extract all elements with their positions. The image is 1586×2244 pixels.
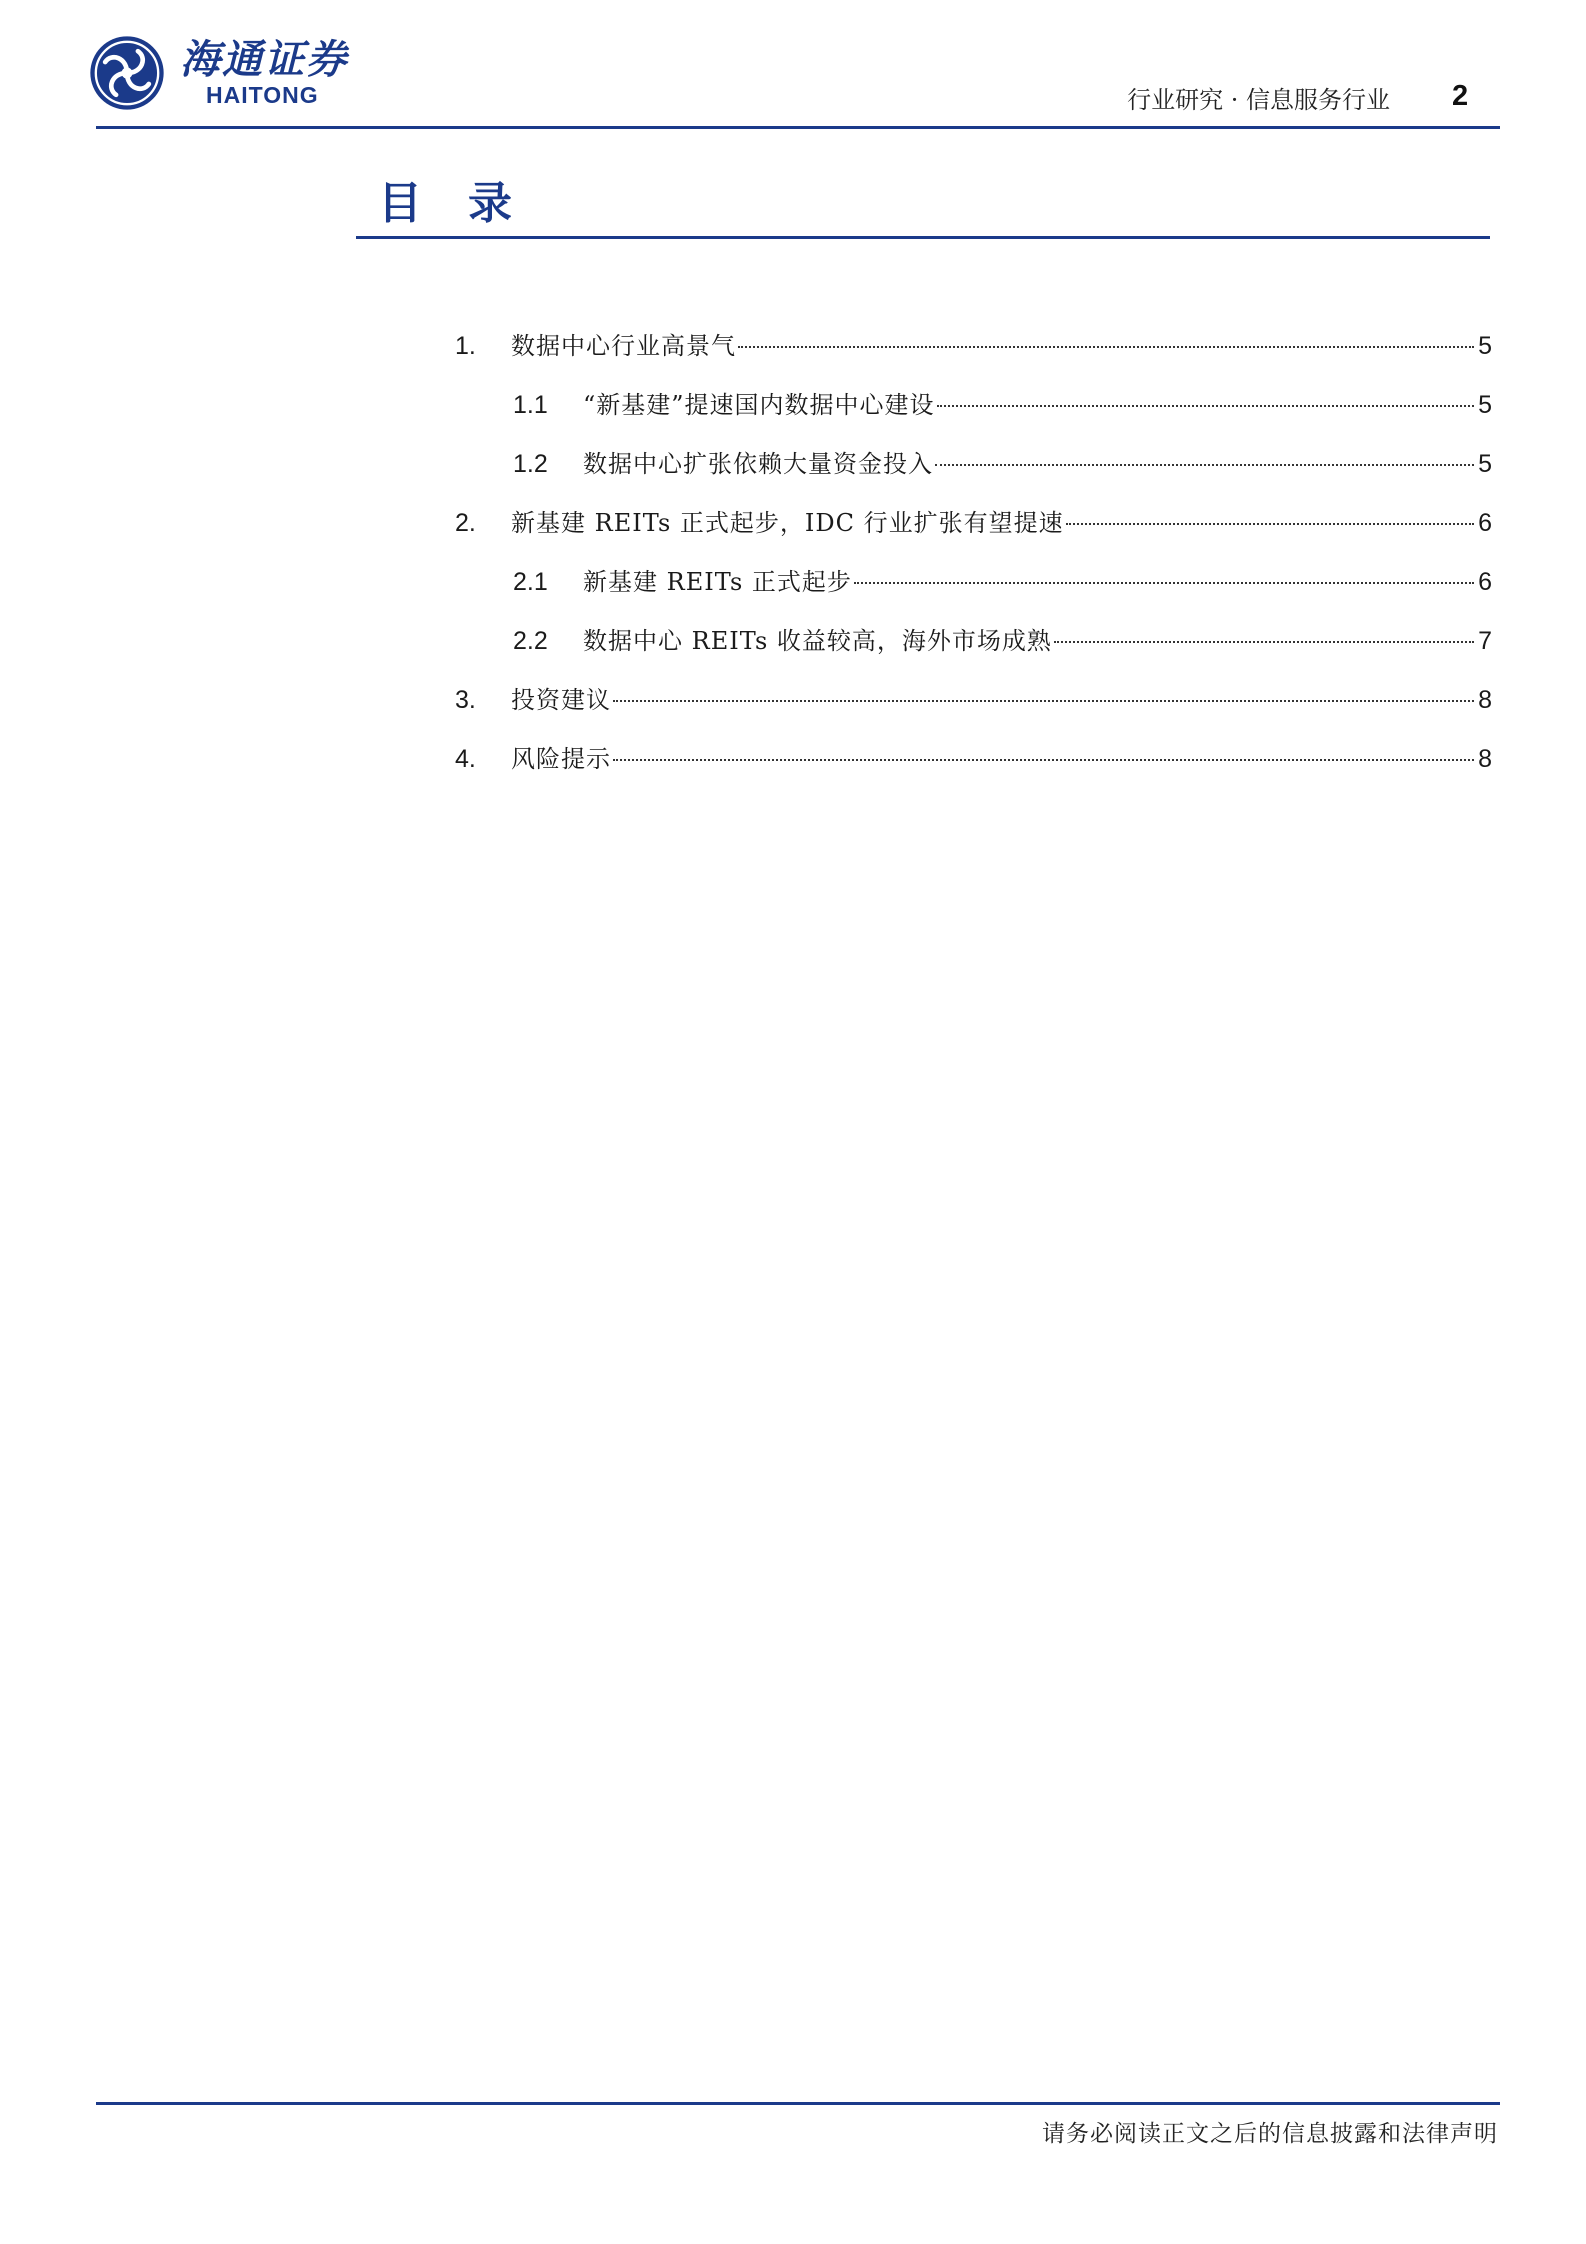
toc-entry[interactable] [455,326,1492,366]
toc-entry[interactable] [513,621,1492,661]
toc-dot-leader [1054,641,1474,643]
toc-title-divider [356,236,1490,239]
toc-entry-text: 数据中心扩张依赖大量资金投入 [583,450,933,478]
logo-english-name: HAITONG [206,82,319,108]
toc-entry[interactable] [513,562,1492,602]
page-number: 2 [1452,80,1469,112]
header-section-title: 行业研究 · 信息服务行业 [1127,86,1390,114]
toc-entry-number: 2.1 [513,568,548,596]
toc-entry-text: 数据中心 REITs 收益较高，海外市场成熟 [583,627,1052,655]
footer-disclaimer: 请务必阅读正文之后的信息披露和法律声明 [1042,2121,1498,2147]
toc-entry-text: 风险提示 [511,745,611,773]
toc-entry[interactable] [455,503,1492,543]
toc-entry[interactable] [455,739,1492,779]
toc-entry[interactable] [513,444,1492,484]
toc-entry-page: 7 [1478,627,1492,655]
toc-dot-leader [613,700,1474,702]
toc-entry-page: 6 [1478,509,1492,537]
toc-entry-page: 5 [1478,391,1492,419]
toc-entry-page: 5 [1478,332,1492,360]
toc-entry-number: 2. [455,509,476,537]
footer-divider [96,2102,1500,2105]
toc-entry-text: 新基建 REITs 正式起步 [583,568,852,596]
toc-dot-leader [1066,523,1474,525]
toc-dot-leader [937,405,1475,407]
toc-entry-page: 8 [1478,686,1492,714]
toc-entry-number: 4. [455,745,476,773]
toc-dot-leader [738,346,1474,348]
toc-entry[interactable] [455,680,1492,720]
toc-dot-leader [935,464,1474,466]
toc-entry-text: 数据中心行业高景气 [511,332,736,360]
haitong-logo-icon [88,34,166,112]
toc-dot-leader [613,759,1474,761]
toc-entry-number: 1. [455,332,476,360]
toc-entry-text: “新基建”提速国内数据中心建设 [583,391,935,419]
toc-entry-page: 8 [1478,745,1492,773]
toc-entry-text: 新基建 REITs 正式起步，IDC 行业扩张有望提速 [511,509,1064,537]
toc-entry-page: 6 [1478,568,1492,596]
toc-entry-number: 3. [455,686,476,714]
logo-chinese-name: 海通证券 [180,36,348,83]
toc-entry-number: 2.2 [513,627,548,655]
header-divider [96,126,1500,129]
toc-entry-number: 1.2 [513,450,548,478]
toc-title: 目录 [378,178,558,229]
toc-entry-page: 5 [1478,450,1492,478]
toc-entry-text: 投资建议 [511,686,611,714]
toc-entry-number: 1.1 [513,391,548,419]
toc-entry[interactable] [513,385,1492,425]
toc-dot-leader [854,582,1474,584]
